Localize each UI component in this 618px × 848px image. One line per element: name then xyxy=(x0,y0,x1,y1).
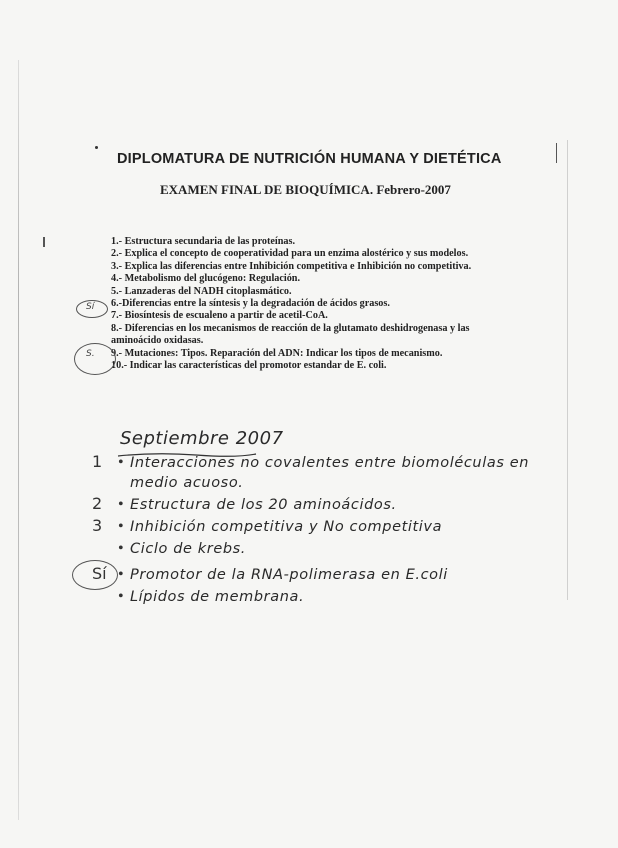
item-text: Lípidos de membrana. xyxy=(130,589,305,605)
question-item: 10.- Indicar las características del promotor estandar de E. coli. xyxy=(111,360,387,372)
handwritten-item xyxy=(92,494,397,514)
question-item: 9.- Mutaciones: Tipos. Reparación del ADN: Indicar los tipos de mecanismo. xyxy=(111,347,443,359)
exam-subtitle: EXAMEN FINAL DE BIOQUÍMICA. Febrero-2007 xyxy=(160,182,451,197)
question-item: 7.- Biosíntesis de escualeno a partir de acetil-CoA. xyxy=(111,310,328,322)
margin-note-q9: S. xyxy=(86,349,95,359)
bullet-icon: • xyxy=(118,566,124,583)
item-text: Interacciones no covalentes entre biomoléculas en xyxy=(130,455,530,471)
bullet-icon: • xyxy=(118,540,124,557)
question-item: 1.- Estructura secundaria de las proteínas. xyxy=(111,236,296,247)
handwritten-item xyxy=(92,564,448,584)
question-list xyxy=(111,236,501,372)
question-item: 5.- Lanzaderas del NADH citoplasmático. xyxy=(111,285,292,297)
question-item: 3.- Explica las diferencias entre Inhibición competitiva e Inhibición no competitiva. xyxy=(111,260,472,272)
scan-mark xyxy=(556,143,557,163)
bullet-icon: • xyxy=(118,496,124,513)
handwritten-item xyxy=(92,516,442,536)
question-item: 8.- Diferencias en los mecanismos de reacción de la glutamato deshidrogenasa y las aminoácido oxidasas. xyxy=(111,322,470,347)
scan-edge-left xyxy=(18,60,19,820)
item-number: 2 xyxy=(92,494,103,513)
item-number: 3 xyxy=(92,516,103,535)
scan-mark xyxy=(43,237,45,247)
question-item: 2.- Explica el concepto de cooperatividad para un enzima alostérico y sus modelos. xyxy=(111,248,469,260)
question-item: 6.-Diferencias entre la síntesis y la degradación de ácidos grasos. xyxy=(111,298,390,310)
question-item: 4.- Metabolismo del glucógeno: Regulación. xyxy=(111,273,301,285)
handwritten-item xyxy=(92,474,244,492)
scan-dot xyxy=(95,146,98,149)
bullet-icon: • xyxy=(118,588,124,605)
handwritten-item xyxy=(92,540,246,558)
margin-circle xyxy=(74,343,116,375)
item-text: Estructura de los 20 aminoácidos. xyxy=(130,497,397,513)
bullet-icon: • xyxy=(118,518,124,535)
item-number: 1 xyxy=(92,452,103,471)
item-text: Ciclo de krebs. xyxy=(130,541,247,557)
handwritten-title: Septiembre 2007 xyxy=(120,428,284,449)
handwritten-item xyxy=(92,588,304,606)
margin-note-q6: Sí xyxy=(86,302,95,312)
item-text: Promotor de la RNA-polimerasa en E.coli xyxy=(130,567,448,583)
scan-edge-right xyxy=(567,140,568,600)
handwritten-item xyxy=(92,452,529,472)
item-text: medio acuoso. xyxy=(130,475,244,491)
document-title: DIPLOMATURA DE NUTRICIÓN HUMANA Y DIETÉTICA xyxy=(117,151,502,167)
item-text: Inhibición competitiva y No competitiva xyxy=(130,519,443,535)
bullet-icon: • xyxy=(118,454,124,471)
item-number: Sí xyxy=(92,564,107,583)
